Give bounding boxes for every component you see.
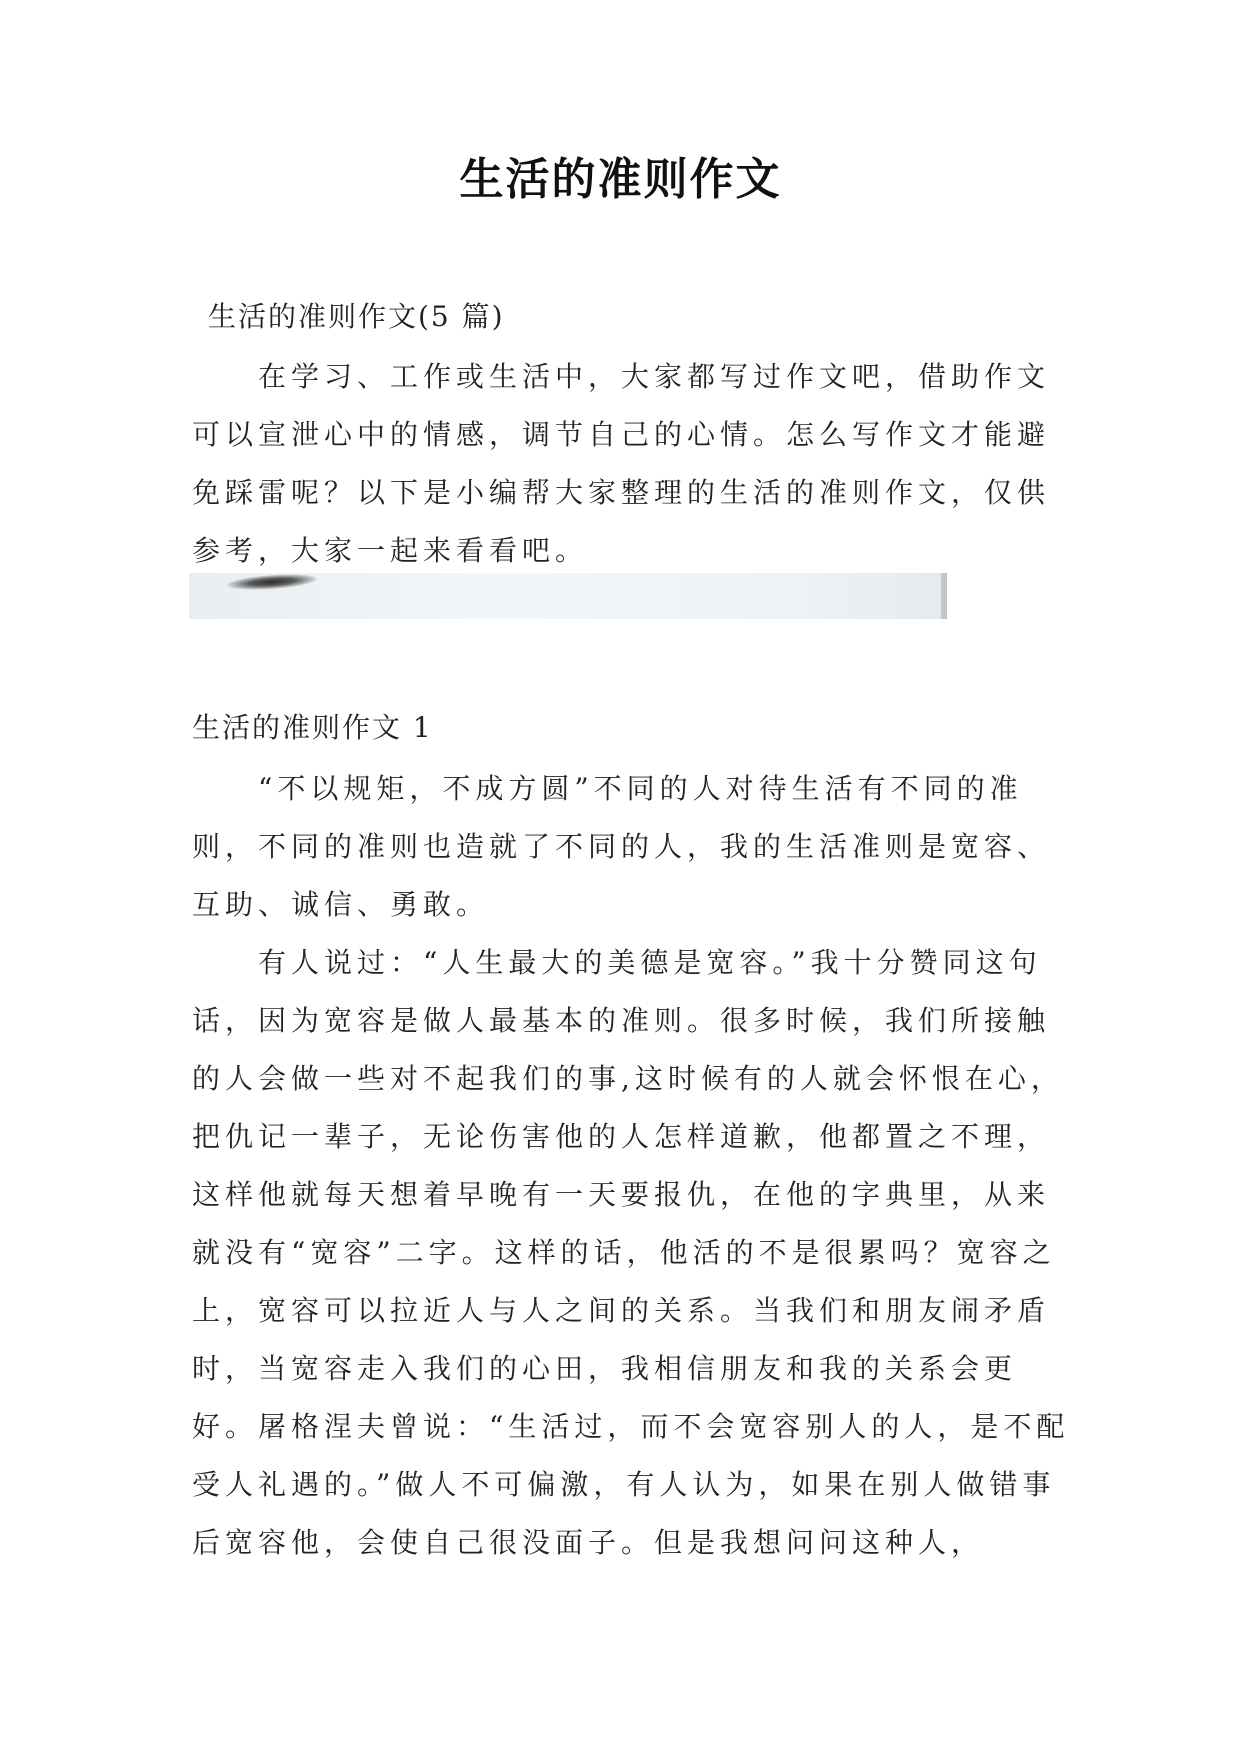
banner-image <box>189 573 947 619</box>
section-heading: 生活的准则作文 1 <box>192 711 433 744</box>
banner-smudge <box>227 573 318 592</box>
document-subtitle: 生活的准则作文(5 篇) <box>208 300 505 333</box>
body-paragraph: “不以规矩，不成方圆”不同的人对待生活有不同的准则，不同的准则也造就了不同的人，我的生活准则是宽容、互助、诚信、勇敢。 <box>192 772 1051 921</box>
document-title: 生活的准则作文 <box>459 154 782 205</box>
banner-edge <box>941 573 947 619</box>
intro-paragraph: 在学习、工作或生活中，大家都写过作文吧，借助作文可以宣泄心中的情感，调节自己的心情。怎么写作文才能避免踩雷呢？以下是小编帮大家整理的生活的准则作文，仅供参考，大家一起来看看吧。 <box>192 360 1051 567</box>
body-paragraph: 有人说过：“人生最大的美德是宽容。”我十分赞同这句话，因为宽容是做人最基本的准则。很多时候，我们所接触的人会做一些对不起我们的事,这时候有的人就会怀恨在心，把仇记一辈子，无论伤害他的人怎样道歉，他都置之不理，这样他就每天想着早晚有一天要报仇，在他的字典里，从来就没有“宽容”二字。这样的话，他活的不是很累吗？宽容之上，宽容可以拉近人与人之间的关系。当我们和朋友闹矛盾时，当宽容走入我们的心田，我相信朋友和我的关系会更好。屠格涅夫曾说：“生活过，而不会宽容别人的人，是不配受人礼遇的。”做人不可偏激，有人认为，如果在别人做错事后宽容他，会使自己很没面子。但是我想问问这种人， <box>192 946 1070 1559</box>
